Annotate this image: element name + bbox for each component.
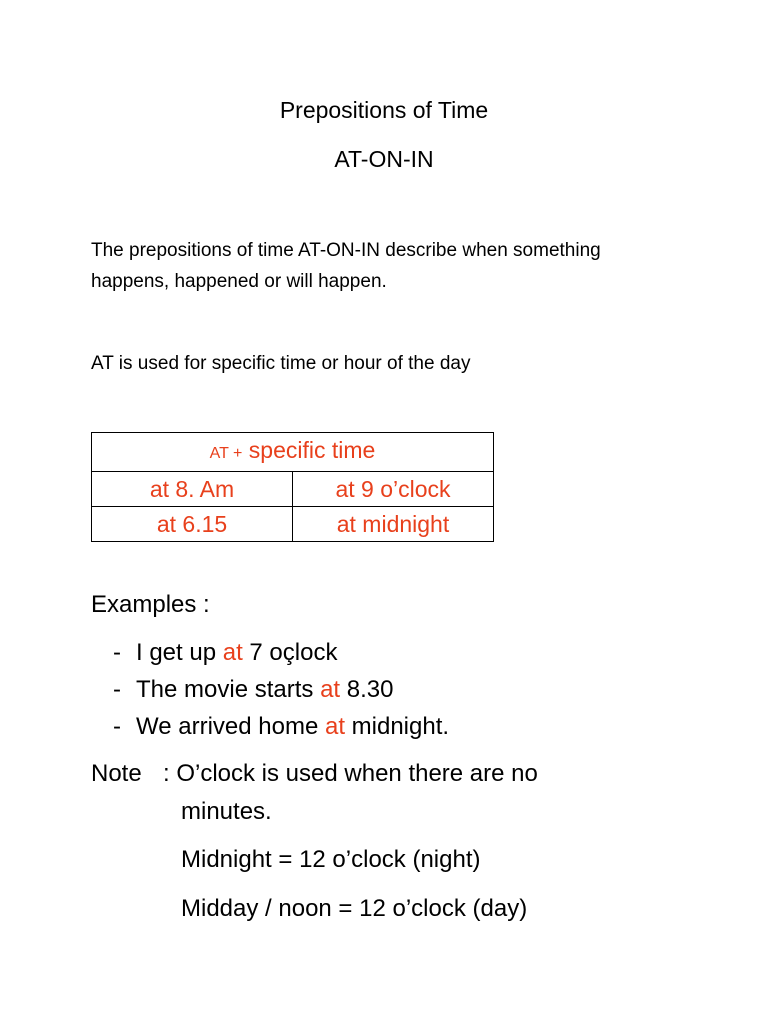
example-text: midnight.: [344, 713, 450, 740]
table-header-prefix: AT +: [209, 445, 243, 462]
example-preposition: at: [324, 713, 345, 740]
table-cell: at 9 o’clock: [293, 472, 494, 507]
table-cell: at 6.15: [92, 507, 293, 542]
example-preposition: at: [222, 639, 243, 666]
note-line-4: Midday / noon = 12 o’clock (day): [181, 895, 528, 922]
example-item: [136, 639, 337, 667]
example-text: I get up: [136, 639, 223, 666]
example-preposition: at: [320, 676, 341, 703]
example-item: [136, 676, 393, 704]
note-label: Note: [91, 760, 142, 787]
at-examples-table: [91, 432, 494, 542]
table-header-main: specific time: [242, 437, 376, 463]
list-bullet: -: [113, 713, 121, 740]
table-row: [92, 472, 494, 507]
intro-line-1: The prepositions of time AT-ON-IN describe when something: [91, 240, 601, 261]
table-cell: at 8. Am: [92, 472, 293, 507]
note-line-2: minutes.: [181, 798, 272, 825]
example-text: 7 oçlock: [242, 639, 338, 666]
page-subtitle: AT-ON-IN: [334, 146, 434, 172]
examples-label: Examples :: [91, 591, 210, 618]
table-header-row: [92, 433, 494, 472]
example-text: We arrived home: [136, 713, 325, 740]
list-bullet: -: [113, 676, 121, 703]
page-title: Prepositions of Time: [279, 97, 489, 123]
table-row: [92, 507, 494, 542]
note-line-3: Midnight = 12 o’clock (night): [181, 846, 481, 873]
intro-line-2: happens, happened or will happen.: [91, 271, 387, 292]
example-text: 8.30: [340, 676, 394, 703]
list-bullet: -: [113, 639, 121, 666]
at-rule-text: AT is used for specific time or hour of the day: [91, 353, 471, 374]
example-text: The movie starts: [136, 676, 321, 703]
table-cell: at midnight: [293, 507, 494, 542]
table-header-cell: [92, 433, 494, 472]
example-item: [136, 713, 449, 741]
note-line-1: : O’clock is used when there are no: [163, 760, 538, 787]
